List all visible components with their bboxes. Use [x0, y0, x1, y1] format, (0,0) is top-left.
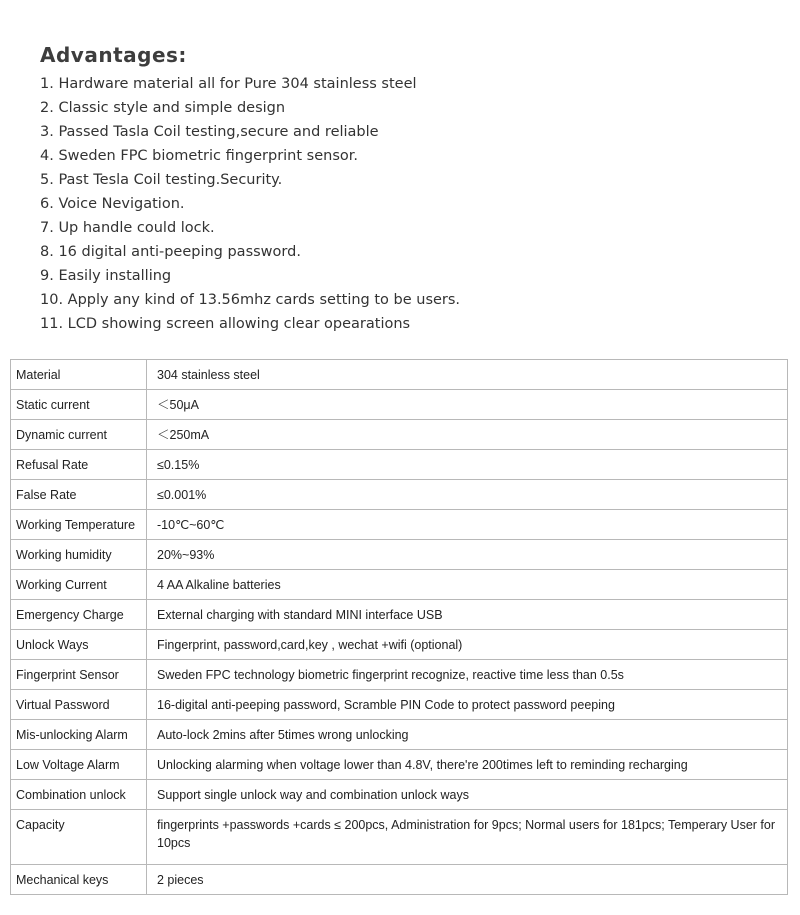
- spec-key: Emergency Charge: [11, 600, 147, 630]
- spec-row: [11, 540, 788, 570]
- spec-value: ≤0.15%: [147, 450, 788, 480]
- spec-key: False Rate: [11, 480, 147, 510]
- spec-key: Dynamic current: [11, 420, 147, 450]
- spec-value: Fingerprint, password,card,key , wechat +wifi (optional): [147, 630, 788, 660]
- spec-row: [11, 810, 788, 865]
- spec-value: Sweden FPC technology biometric fingerprint recognize, reactive time less than 0.5s: [147, 660, 788, 690]
- spec-key: Material: [11, 360, 147, 390]
- spec-key: Capacity: [11, 810, 147, 865]
- spec-row: [11, 390, 788, 420]
- spec-row: [11, 570, 788, 600]
- spec-key: Mis-unlocking Alarm: [11, 720, 147, 750]
- spec-value: External charging with standard MINI interface USB: [147, 600, 788, 630]
- advantage-item: 6. Voice Nevigation.: [40, 196, 185, 212]
- spec-row: [11, 780, 788, 810]
- spec-value: 304 stainless steel: [147, 360, 788, 390]
- spec-key: Combination unlock: [11, 780, 147, 810]
- spec-row: [11, 690, 788, 720]
- spec-row: [11, 450, 788, 480]
- spec-value: 2 pieces: [147, 865, 788, 895]
- spec-value: -10℃~60℃: [147, 510, 788, 540]
- spec-value: 20%~93%: [147, 540, 788, 570]
- spec-key: Working humidity: [11, 540, 147, 570]
- spec-row: [11, 360, 788, 390]
- advantage-item: 1. Hardware material all for Pure 304 stainless steel: [40, 76, 417, 92]
- spec-row: [11, 865, 788, 895]
- advantages-title: Advantages:: [40, 43, 187, 67]
- advantage-item: 2. Classic style and simple design: [40, 100, 286, 116]
- spec-row: [11, 720, 788, 750]
- spec-table: [10, 359, 788, 895]
- spec-key: Static current: [11, 390, 147, 420]
- spec-key: Working Temperature: [11, 510, 147, 540]
- spec-value: fingerprints +passwords +cards ≤ 200pcs, Administration for 9pcs; Normal users for 181pcs; Temperary User for 10pcs: [147, 810, 788, 865]
- spec-row: [11, 660, 788, 690]
- spec-key: Refusal Rate: [11, 450, 147, 480]
- advantage-item: 7. Up handle could lock.: [40, 220, 215, 236]
- advantage-item: 11. LCD showing screen allowing clear opearations: [40, 316, 411, 332]
- spec-key: Mechanical keys: [11, 865, 147, 895]
- spec-value: 16-digital anti-peeping password, Scramble PIN Code to protect password peeping: [147, 690, 788, 720]
- spec-row: [11, 480, 788, 510]
- spec-key: Low Voltage Alarm: [11, 750, 147, 780]
- spec-row: [11, 750, 788, 780]
- advantage-item: 5. Past Tesla Coil testing.Security.: [40, 172, 283, 188]
- advantage-item: 9. Easily installing: [40, 268, 172, 284]
- advantage-item: 3. Passed Tasla Coil testing,secure and reliable: [40, 124, 379, 140]
- spec-row: [11, 420, 788, 450]
- spec-key: Unlock Ways: [11, 630, 147, 660]
- spec-value: Unlocking alarming when voltage lower than 4.8V, there're 200times left to reminding recharging: [147, 750, 788, 780]
- spec-value: 4 AA Alkaline batteries: [147, 570, 788, 600]
- spec-value: ＜250mA: [147, 420, 788, 450]
- advantage-item: 10. Apply any kind of 13.56mhz cards setting to be users.: [40, 292, 461, 308]
- spec-value: Support single unlock way and combination unlock ways: [147, 780, 788, 810]
- advantages-list: [40, 72, 780, 336]
- advantages-section: [40, 42, 780, 336]
- spec-row: [11, 600, 788, 630]
- spec-row: [11, 510, 788, 540]
- spec-key: Virtual Password: [11, 690, 147, 720]
- spec-key: Fingerprint Sensor: [11, 660, 147, 690]
- spec-value: ＜50μA: [147, 390, 788, 420]
- spec-key: Working Current: [11, 570, 147, 600]
- advantage-item: 4. Sweden FPC biometric fingerprint sensor.: [40, 148, 358, 164]
- spec-value: ≤0.001%: [147, 480, 788, 510]
- spec-row: [11, 630, 788, 660]
- spec-value: Auto-lock 2mins after 5times wrong unlocking: [147, 720, 788, 750]
- advantage-item: 8. 16 digital anti-peeping password.: [40, 244, 301, 260]
